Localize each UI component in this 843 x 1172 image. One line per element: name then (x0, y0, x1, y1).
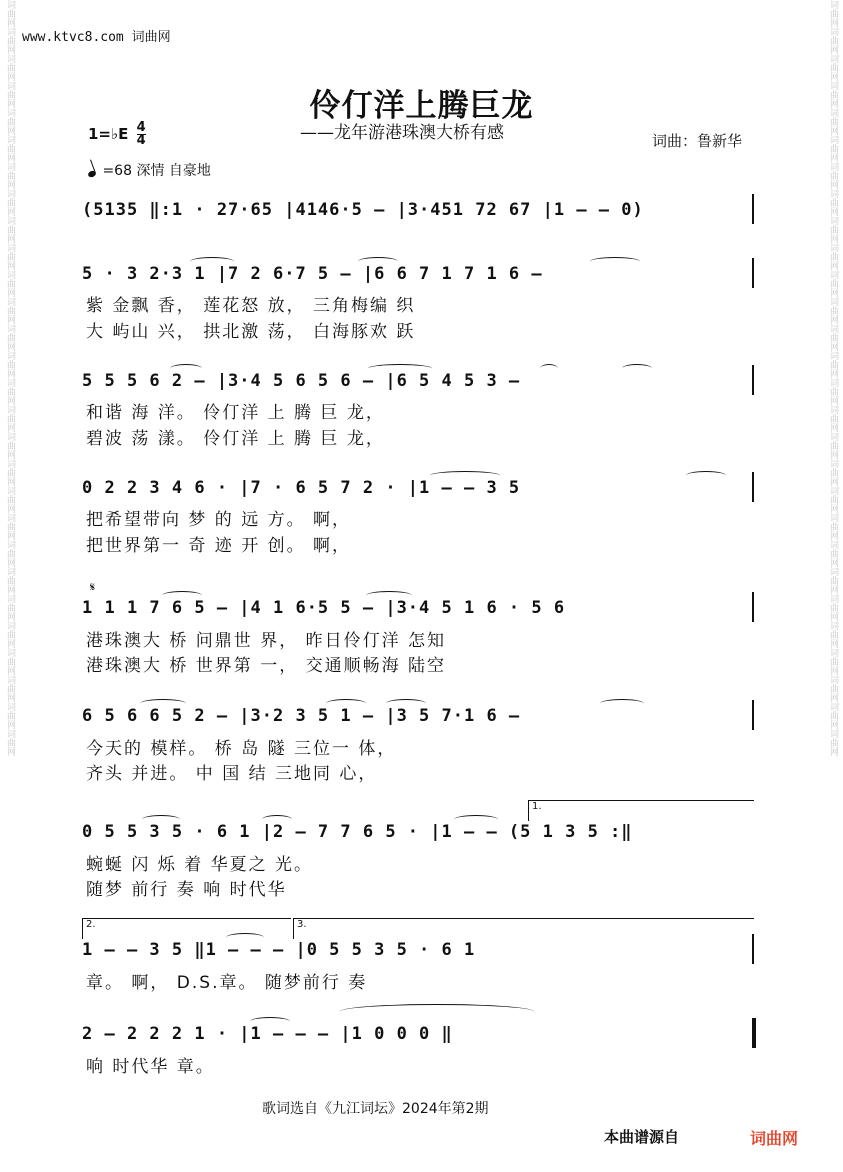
lyrics-row-3-verse-2: 碧波 荡 漾。 伶仃洋 上 腾 巨 龙， (86, 429, 385, 449)
slur (142, 815, 180, 824)
barline (752, 194, 754, 224)
time-top: 4 (136, 120, 146, 135)
subtitle: ——龙年游港珠澳大桥有感 (300, 123, 504, 143)
barline (752, 700, 754, 730)
quarter-note-icon (87, 170, 97, 178)
lyrics-row-7-verse-2: 随梦 前行 奏 响 时代华 (86, 880, 287, 900)
slur (454, 815, 498, 824)
slur (262, 815, 292, 824)
tie (340, 1004, 534, 1019)
key-signature (88, 122, 146, 147)
lyrics-row-9: 响 时代华 章。 (86, 1057, 215, 1077)
notation-row-3: 5 5 5 6 2 – |3·4 5 6 5 6 – |6 5 4 5 3 – (82, 371, 521, 391)
lyrics-row-4-verse-1: 把希望带向 梦 的 远 方。 啊， (86, 510, 352, 530)
lyrics-source: 歌词选自《九江词坛》2024年第2期 (262, 1101, 489, 1117)
slur (540, 364, 558, 373)
lyrics-row-2-verse-2: 大 屿山 兴， 拱北激 荡， 白海豚欢 跃 (86, 322, 416, 342)
lyrics-row-4-verse-2: 把世界第一 奇 迹 开 创。 啊， (86, 536, 352, 556)
lyrics-row-7-verse-1: 蜿蜒 闪 烁 着 华夏之 光。 (86, 855, 314, 875)
brand-link[interactable]: 词曲网 (750, 1129, 799, 1148)
slur (326, 699, 366, 708)
volta-bracket-3: 3. (293, 918, 754, 939)
slur (170, 364, 202, 373)
notation-row-4: 0 2 2 3 4 6 · |7 · 6 5 7 2 · |1 – – 3 5 (82, 478, 521, 498)
time-bottom: 4 (136, 133, 146, 148)
lyrics-row-5-verse-2: 港珠澳大 桥 世界第 一， 交通顺畅海 陆空 (86, 656, 447, 676)
lyrics-row-5-verse-1: 港珠澳大 桥 问鼎世 界， 昨日伶仃洋 怎知 (86, 631, 447, 651)
slur (162, 591, 202, 600)
lyrics-row-6-verse-1: 今天的 模样。 桥 岛 隧 三位一 体， (86, 739, 397, 759)
slur (190, 257, 234, 266)
lyrics-row-6-verse-2: 齐头 并进。 中 国 结 三地同 心， (86, 764, 378, 784)
time-signature (137, 122, 146, 147)
slur (368, 364, 432, 373)
barline (752, 258, 754, 288)
barline (752, 934, 754, 964)
notation-row-7: 0 5 5 3 5 · 6 1 |2 – 7 7 6 5 · |1 – – (5 1 3 5 :‖ (82, 822, 633, 842)
barline (752, 365, 754, 395)
notation-row-1: (5135 ‖:1 · 27·65 |4146·5 – |3·451 72 67 |1 – – 0) (82, 200, 644, 220)
slur (358, 257, 398, 266)
lyrics-row-8: 章。 啊， D.S.章。 随梦前行 奏 (86, 973, 368, 993)
key-label: 1=♭E (88, 125, 129, 143)
tempo-marking (88, 160, 211, 180)
notation-row-6: 6 5 6 6 5 2 – |3·2 3 5 1 – |3 5 7·1 6 – (82, 706, 521, 726)
final-barline (752, 1018, 756, 1048)
notation-row-8: 1 – – 3 5 ‖1 – – – |0 5 5 3 5 · 6 1 (82, 940, 476, 960)
notation-row-2: 5 · 3 2·3 1 |7 2 6·7 5 – |6 6 7 1 7 1 6 – (82, 264, 543, 284)
site-link[interactable]: www.ktvc8.com 词曲网 (22, 30, 171, 45)
slur (590, 257, 640, 266)
tempo-text: =68 深情 自豪地 (102, 163, 211, 179)
barline (752, 472, 754, 502)
volta-bracket-2: 2. (82, 918, 291, 939)
slur (600, 699, 644, 708)
left-watermark: 词曲网词曲网词曲网词曲网词曲网词曲网词曲网词曲网词曲网词曲网词曲网词曲网词曲网词曲网词曲网词曲网词曲网词曲网词曲网词曲网词曲网词曲网词曲网词曲网词曲网词曲网词曲网词曲网 (5, 0, 15, 756)
slur (226, 933, 264, 942)
slur (622, 364, 652, 373)
slur (386, 699, 426, 708)
page-title: 伶仃洋上腾巨龙 (309, 88, 534, 124)
slur (686, 471, 726, 480)
lyrics-row-3-verse-1: 和谐 海 洋。 伶仃洋 上 腾 巨 龙， (86, 403, 385, 423)
author-credit: 词曲：鲁新华 (652, 132, 743, 150)
slur (366, 591, 412, 600)
right-watermark: 词曲网词曲网词曲网词曲网词曲网词曲网词曲网词曲网词曲网词曲网词曲网词曲网词曲网词曲网词曲网词曲网词曲网词曲网词曲网词曲网词曲网词曲网词曲网词曲网词曲网词曲网词曲网词曲网 (828, 0, 838, 756)
slur (250, 1017, 290, 1026)
lyrics-row-2-verse-1: 紫 金飘 香， 莲花怒 放， 三角梅编 织 (86, 296, 416, 316)
source-credit: 本曲谱源自 (604, 1128, 680, 1146)
slur (430, 471, 500, 480)
notation-row-9: 2 – 2 2 2 1 · |1 – – – |1 0 0 0 ‖ (82, 1024, 453, 1044)
notation-row-5: 1 1 1 7 6 5 – |4 1 6·5 5 – |3·4 5 1 6 · 5 6 (82, 598, 566, 618)
volta-bracket-1: 1. (528, 800, 754, 821)
slur (140, 699, 186, 708)
segno-icon: 𝄋 (90, 580, 96, 594)
barline (752, 592, 754, 622)
